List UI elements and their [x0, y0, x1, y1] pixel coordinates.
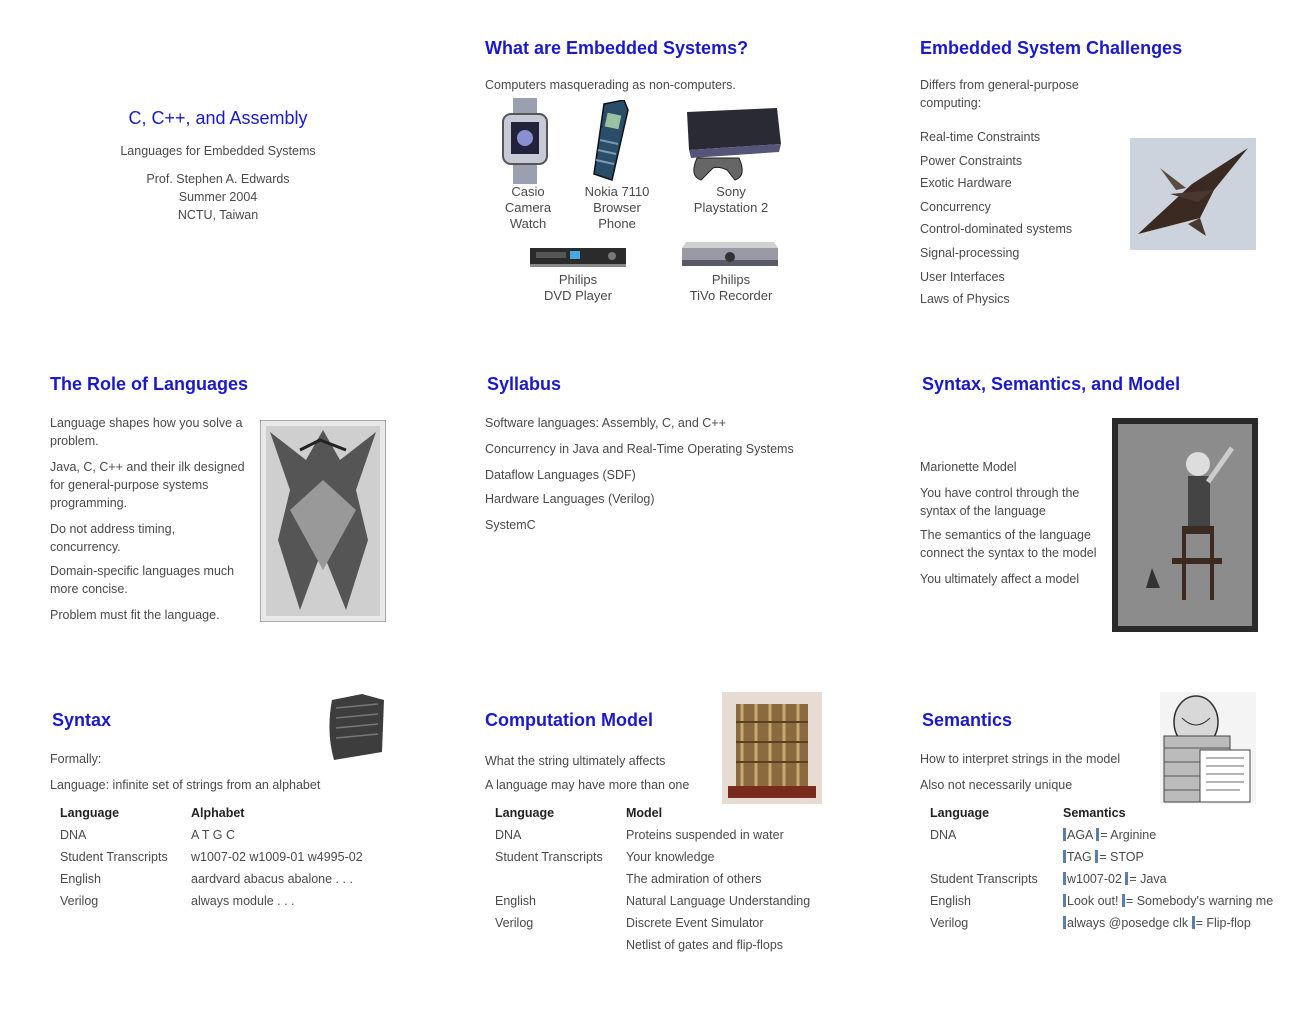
slide-title — [10, 20, 430, 340]
table-cell: DNA — [495, 828, 522, 842]
list-item: Power Constraints — [920, 154, 1023, 168]
body-text: How to interpret strings in the model — [920, 752, 1121, 766]
intro-text: Differs from general-purpose — [920, 78, 1079, 92]
jet-image — [1130, 138, 1256, 250]
table-cell: Discrete Event Simulator — [626, 916, 764, 930]
list-item: Do not address timing, concurrency. — [50, 522, 176, 554]
table-cell: Your knowledge — [626, 850, 715, 864]
slide-heading: Syntax, Semantics, and Model — [922, 374, 1181, 394]
slide-embedded-systems — [485, 20, 905, 340]
watch-image — [501, 98, 549, 184]
table-cell: Student Transcripts — [495, 850, 603, 864]
table-cell: Verilog — [495, 916, 534, 930]
list-item: The semantics of the language connect the syntax to the model — [920, 528, 1097, 560]
device-label — [671, 272, 791, 304]
author: Prof. Stephen A. Edwards — [146, 172, 290, 186]
list-item: Laws of Physics — [920, 292, 1010, 306]
slide-heading: Syntax — [52, 710, 112, 730]
marionette-photo — [1112, 418, 1258, 632]
rosetta-stone-image — [322, 692, 388, 762]
list-item: Exotic Hardware — [920, 176, 1012, 190]
string-cell: AGA — [1067, 828, 1093, 842]
list-item: Marionette Model — [920, 460, 1017, 474]
body-text: Language: infinite set of strings from an alphabet — [50, 778, 321, 792]
bracket-mark — [1125, 872, 1128, 885]
device-line: Watch — [509, 216, 547, 231]
intro-text: computing: — [920, 96, 982, 110]
bracket-mark — [1063, 894, 1066, 907]
semantic-mapping — [1063, 892, 1273, 910]
table-cell: English — [495, 894, 536, 908]
bracket-mark — [1063, 872, 1066, 885]
table-cell: Natural Language Understanding — [626, 894, 811, 908]
string-cell: w1007-02 — [1067, 872, 1122, 886]
list-item: Domain-specific languages much more concise. — [50, 564, 235, 596]
list-item: Control-dominated systems — [920, 222, 1073, 236]
list-item: User Interfaces — [920, 270, 1005, 284]
semantic-mapping — [1063, 826, 1156, 844]
table-cell: The admiration of others — [626, 872, 762, 886]
device-label — [518, 272, 638, 304]
table-cell: always module . . . — [191, 894, 295, 908]
device-line: Playstation 2 — [693, 200, 769, 215]
bracket-mark — [1063, 850, 1066, 863]
body-text: What the string ultimately affects — [485, 754, 666, 768]
table-cell: Proteins suspended in water — [626, 828, 784, 842]
list-item: Concurrency in Java and Real-Time Operating Systems — [485, 442, 794, 456]
list-item: Dataflow Languages (SDF) — [485, 468, 636, 482]
semantic-mapping — [1063, 914, 1251, 932]
device-line: Philips — [711, 272, 751, 287]
date: Summer 2004 — [178, 190, 258, 204]
list-item: SystemC — [485, 518, 536, 532]
list-item: Problem must fit the language. — [50, 608, 220, 622]
phone-image — [590, 100, 630, 182]
table-cell: Verilog — [930, 916, 969, 930]
slide-syntax-semantics-model — [920, 356, 1300, 676]
column-header: Model — [626, 806, 663, 820]
bracket-mark — [1063, 916, 1066, 929]
device-line: Browser — [593, 200, 641, 215]
slide-computation-model — [485, 692, 905, 1010]
device-line: TiVo Recorder — [689, 288, 773, 303]
list-item: Real-time Constraints — [920, 130, 1041, 144]
device-line: Nokia 7110 — [584, 184, 650, 199]
semantic-mapping — [1063, 870, 1167, 888]
meaning-cell: = Java — [1129, 872, 1167, 886]
list-item: Concurrency — [920, 200, 991, 214]
device-label — [671, 184, 791, 216]
meaning-cell: = Arginine — [1100, 828, 1157, 842]
body-text: A language may have more than one — [485, 778, 690, 792]
slide-heading: The Role of Languages — [50, 374, 249, 394]
device-line: Sony — [716, 184, 746, 199]
list-item: You have control through the syntax of the language — [920, 486, 1080, 518]
slide-syntax — [50, 692, 470, 1010]
slide-heading: Embedded System Challenges — [920, 38, 1183, 58]
table-cell: Student Transcripts — [930, 872, 1038, 886]
list-item: Software languages: Assembly, C, and C++ — [485, 416, 726, 430]
bracket-mark — [1096, 828, 1099, 841]
list-item: Signal-processing — [920, 246, 1020, 260]
slide-title-heading: C, C++, and Assembly — [128, 108, 308, 128]
device-line: Casio — [511, 184, 545, 199]
place: NCTU, Taiwan — [177, 208, 259, 222]
table-cell: DNA — [60, 828, 87, 842]
slide-syllabus — [485, 356, 905, 676]
table-cell: Netlist of gates and flip-flops — [626, 938, 784, 952]
column-header: Alphabet — [191, 806, 245, 820]
slide-role-of-languages — [50, 356, 470, 676]
list-item: Hardware Languages (Verilog) — [485, 492, 655, 506]
list-item: Java, C, C++ and their ilk designed for general-purpose systems programming. — [50, 460, 245, 510]
device-label — [478, 184, 578, 232]
meaning-cell: = STOP — [1099, 850, 1144, 864]
slide-heading: Syllabus — [487, 374, 562, 394]
difference-engine-image — [722, 692, 822, 804]
meaning-cell: = Somebody's warning me — [1125, 894, 1274, 908]
table-cell: English — [60, 872, 101, 886]
slide-semantics — [920, 692, 1300, 1010]
slide-heading: What are Embedded Systems? — [485, 38, 749, 58]
bracket-mark — [1063, 828, 1066, 841]
list-item: You ultimately affect a model — [920, 572, 1080, 586]
string-cell: TAG — [1067, 850, 1092, 864]
semantic-mapping — [1063, 848, 1144, 866]
table-cell: Student Transcripts — [60, 850, 168, 864]
string-cell: always @posedge clk — [1067, 916, 1189, 930]
slide-heading: Computation Model — [485, 710, 653, 730]
column-header: Semantics — [1063, 806, 1126, 820]
device-label — [567, 184, 667, 232]
table-cell: Verilog — [60, 894, 99, 908]
column-header: Language — [60, 806, 120, 820]
device-line: DVD Player — [544, 288, 612, 303]
table-cell: DNA — [930, 828, 957, 842]
device-line: Camera — [504, 200, 552, 215]
table-cell: A T G C — [191, 828, 236, 842]
playstation-image — [679, 106, 783, 184]
humpty-dumpty-illustration — [1160, 692, 1256, 804]
body-text: Also not necessarily unique — [920, 778, 1073, 792]
device-line: Phone — [598, 216, 636, 231]
bracket-mark — [1095, 850, 1098, 863]
table-cell: English — [930, 894, 971, 908]
engraving-image — [260, 420, 386, 622]
list-item: Language shapes how you solve a problem. — [50, 416, 243, 448]
slide-challenges — [920, 20, 1300, 340]
meaning-cell: = Flip-flop — [1195, 916, 1251, 930]
bracket-mark — [1192, 916, 1195, 929]
column-header: Language — [495, 806, 555, 820]
string-cell: Look out! — [1067, 894, 1119, 908]
body-text: Formally: — [50, 752, 102, 766]
table-cell: aardvard abacus abalone . . . — [191, 872, 353, 886]
column-header: Language — [930, 806, 990, 820]
dvd-player-image — [530, 244, 626, 268]
tivo-image — [682, 236, 778, 270]
bracket-mark — [1122, 894, 1125, 907]
subtitle: Languages for Embedded Systems — [120, 144, 316, 158]
device-line: Philips — [558, 272, 598, 287]
table-cell: w1007-02 w1009-01 w4995-02 — [191, 850, 363, 864]
intro-text: Computers masquerading as non-computers. — [485, 78, 736, 92]
slide-heading: Semantics — [922, 710, 1013, 730]
